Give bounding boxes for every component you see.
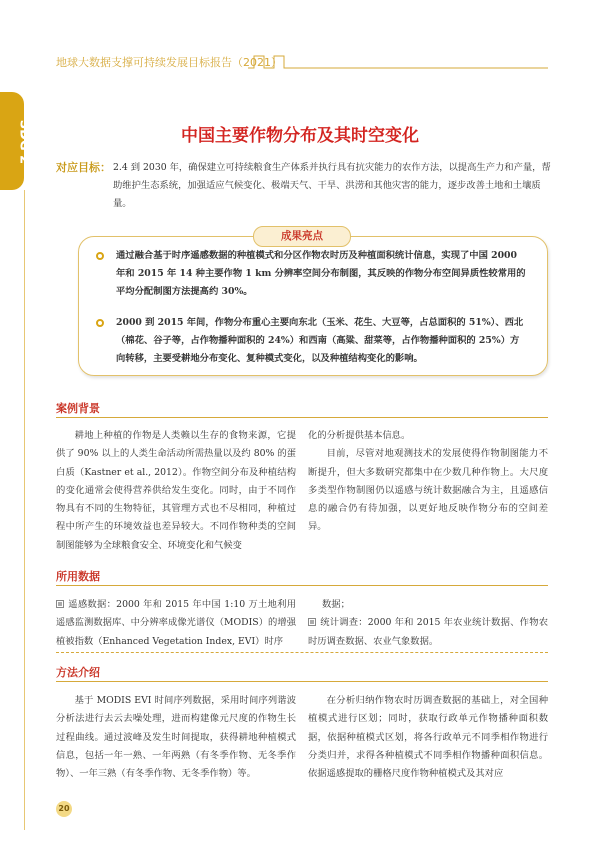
data-remote-sensing-continued: 数据；: [322, 599, 350, 610]
running-header: 地球大数据支撑可持续发展目标报告（2021）: [56, 56, 282, 69]
page-number: 20: [56, 801, 72, 817]
background-left-paragraph: 耕地上种植的作物是人类赖以生存的食物来源，它提供了 90% 以上的人类生命活动所需热量以及约 80% 的蛋白质（Kastner et al., 2012）。作物空间分布及种植结构的变化通常会使得营养供给发生变化。同时，由于不同作物具有不同的生物特征，其管理方式也不尽相同，种植过程中所产生的环境效益也差异较大。不同作物种类的空间制图能够为全球粮食安全、环境变化和气候变: [56, 430, 296, 551]
data-remote-sensing-text: 遥感数据：2000 年和 2015 年中国 1:10 万土地利用遥感监测数据库、中分辨率成像光谱仪（MODIS）的增强植被指数（Enhanced Vegetation Index, EVI）时序: [56, 599, 296, 647]
method-right-column: [308, 692, 548, 783]
target-text: 2.4 到 2030 年，确保建立可持续粮食生产体系并执行具有抗灾能力的农作方法，以提高生产力和产量，帮助维护生态系统，加强适应气候变化、极端天气、干旱、洪涝和其他灾害的能力，逐步改善土地和土壤质量。: [113, 162, 551, 209]
sdg-side-tab-label: SDG 2: [16, 119, 32, 165]
section-heading-data: 所用数据: [56, 570, 100, 583]
page-title: 中国主要作物分布及其时空变化: [181, 126, 419, 146]
data-left-column: [56, 596, 296, 651]
data-right-column: [308, 596, 548, 651]
bullet-icon: [96, 319, 104, 327]
method-left-paragraph: 基于 MODIS EVI 时间序列数据，采用时间序列谐波分析法进行去云去噪处理，进而构建像元尺度的作物生长过程曲线。通过波峰及发生时间提取，获得耕地种植模式信息，包括一年一熟、一年两熟（有冬季作物、无冬季作物）、一年三熟（有冬季作物、无冬季作物）等。: [56, 695, 296, 780]
section-rule: [56, 417, 548, 418]
side-margin-line: [24, 190, 25, 830]
section-heading-background: 案例背景: [56, 402, 100, 415]
background-right-paragraph-1: 化的分析提供基本信息。: [308, 430, 411, 441]
background-left-column: [56, 427, 296, 555]
data-remote-sensing-item: [56, 596, 296, 651]
section-rule: [56, 585, 548, 586]
background-right-paragraph-2: 目前，尽管对地观测技术的发展使得作物制图能力不断提升，但大多数研究都集中在少数几种作物上。大尺度多类型作物制图仍以遥感与统计数据融合为主，且遥感信息的融合仍有待加强，以更好地反映作物分布的空间差异。: [308, 448, 548, 533]
data-statistics-item: [308, 614, 548, 651]
method-right-paragraph: 在分析归纳作物农时历调查数据的基础上，对全国种植模式进行区划；同时，获取行政单元作物播种面积数据，依据种植模式区划，将各行政单元不同季相作物进行分类归并，求得各种植模式不同季相作物播种面积信息。依据遥感提取的栅格尺度作物种植模式及其对应: [308, 695, 548, 780]
highlight-item-2: 2000 到 2015 年间，作物分布重心主要向东北（玉米、花生、大豆等，占总面积的 51%）、西北（棉花、谷子等，占作物播种面积的 24%）和西南（高粱、甜菜等，占作物播种面积的 25%）方向转移，主要受耕地分布变化、复种模式变化，以及种植结构变化的影响。: [116, 317, 524, 364]
background-right-column: [308, 427, 548, 537]
method-left-column: [56, 692, 296, 783]
highlights-label: 成果亮点: [253, 226, 351, 247]
highlight-item-1: 通过融合基于时序遥感数据的种植模式和分区作物农时历及种植面积统计信息，实现了中国 2000 年和 2015 年 14 种主要作物 1 km 分辨率空间分布制图，其反映的作物分布空间异质性较常用的平均分配制图方法提高约 30%。: [116, 250, 526, 297]
section-heading-method: 方法介绍: [56, 666, 100, 679]
square-bullet-icon: [56, 600, 64, 608]
section-rule: [56, 681, 548, 682]
header-decoration-line: [248, 50, 548, 72]
square-bullet-icon: [308, 618, 316, 626]
section-dashed-rule: [56, 652, 548, 653]
data-statistics-text: 统计调查：2000 年和 2015 年农业统计数据、作物农时历调查数据、农业气象数据。: [308, 617, 548, 647]
target-label: 对应目标：: [56, 161, 111, 174]
bullet-icon: [96, 252, 104, 260]
